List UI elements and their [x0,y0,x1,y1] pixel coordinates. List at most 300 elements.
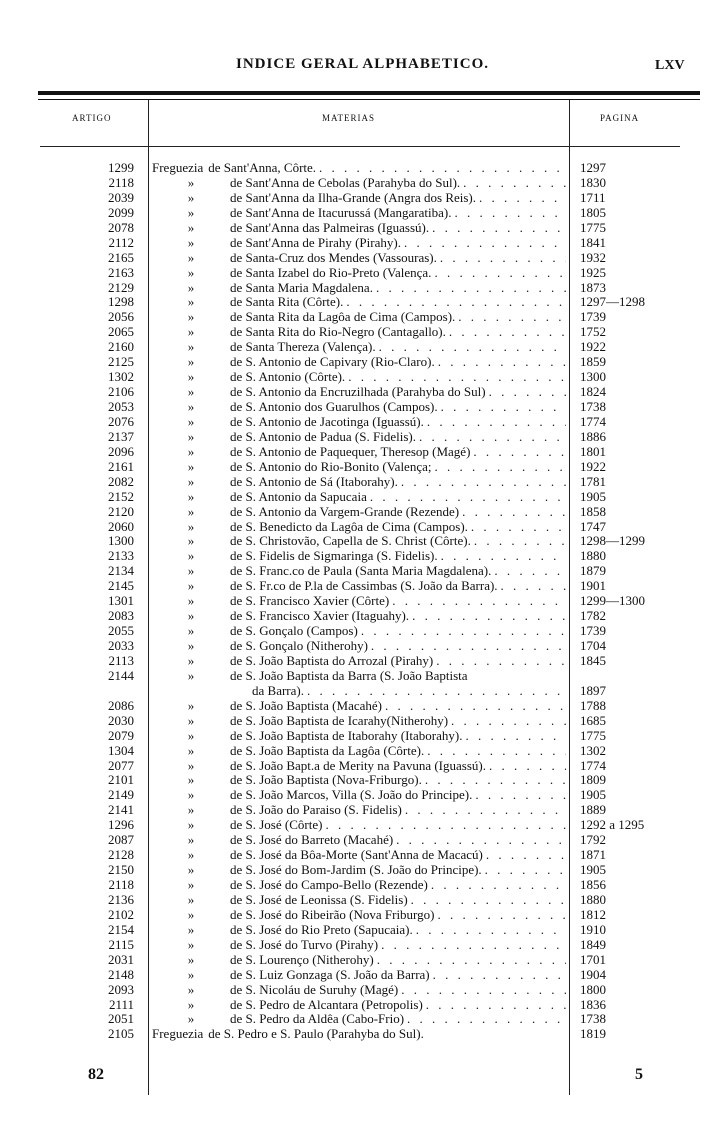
entry-text: de S. João Baptista de Icarahy(Nitherohy) [230,712,449,728]
dot-leader [471,668,566,683]
ditto-mark: » [187,623,195,639]
entry-materia [152,429,566,444]
dot-leader [486,847,566,862]
table-row [0,384,725,399]
article-number: 2031 [108,951,134,967]
ditto-mark: » [187,249,195,265]
ditto-mark: » [187,548,195,564]
page-number: 1824 [580,384,606,400]
dot-leader [474,533,566,548]
entry-materia [152,698,566,713]
ditto-mark: » [187,936,195,952]
article-number: 2137 [108,428,134,444]
page-number: 1298—1299 [580,533,645,549]
entry-text: de S. João Baptista do Arrozal (Pirahy) [230,652,434,668]
entry-text: de Sant'Anna de Itacurussá (Mangaratiba). [230,204,452,220]
entry-text: de Santa Rita do Rio-Negro (Cantagallo). [230,324,446,340]
table-row [0,952,725,967]
article-number: 2113 [108,652,134,668]
article-number: 2077 [108,757,134,773]
page-number: 1800 [580,981,606,997]
table-row [0,548,725,563]
page-number: 1932 [580,249,606,265]
article-number: 2160 [108,339,134,355]
article-number: 2065 [108,324,134,340]
ditto-mark: » [187,189,195,205]
article-number: 2039 [108,189,134,205]
ditto-mark: » [187,473,195,489]
ditto-mark: » [187,294,195,310]
page-number: 1704 [580,638,606,653]
table-row [0,339,725,354]
table-row [0,190,725,205]
ditto-mark: » [187,1011,195,1027]
table-row [0,967,725,982]
dot-leader [361,623,566,638]
table-row [0,668,725,683]
dot-leader [433,967,566,982]
ditto-mark: » [187,174,195,190]
article-number: 2105 [108,1026,134,1042]
table-row [0,175,725,190]
ditto-mark: » [187,742,195,758]
ditto-mark: » [187,458,195,474]
page-number: 1739 [580,309,606,325]
ditto-mark: » [187,772,195,788]
entry-text: de S. João Baptista de Itaborahy (Itaborahy). [230,727,463,743]
dot-leader [325,817,566,832]
table-row [0,817,725,832]
article-number: 2033 [108,638,134,653]
article-number: 2086 [108,697,134,713]
table-row [0,160,725,175]
table-row [0,429,725,444]
dot-leader [434,265,566,280]
entry-text: de S. Pedro e S. Paulo (Parahyba do Sul). [208,1026,424,1042]
article-number: 2111 [108,996,134,1012]
entry-text: de S. Pedro de Alcantara (Petropolis) [230,996,423,1012]
entry-materia [152,384,566,399]
article-number: 2165 [108,249,134,265]
entry-materia [152,1026,566,1041]
table-row [0,578,725,593]
page-number: 1805 [580,204,606,220]
dot-leader [463,175,566,190]
entry-text: de Santa Izabel do Rio-Preto (Valença. [230,264,432,280]
entry-text: de S. José do Ribeirão (Nova Friburgo) [230,906,435,922]
table-row [0,324,725,339]
entry-materia [152,608,566,623]
dot-leader [416,922,566,937]
entry-materia [152,519,566,534]
ditto-mark: » [187,264,195,280]
dot-leader [431,877,566,892]
entry-text: de S. João Baptista da Lagôa (Côrte). [230,742,425,758]
table-row [0,235,725,250]
column-header-artigo: ARTIGO [72,113,112,123]
entry-materia [152,190,566,205]
entry-text: de S. João Baptista (Macahé) [230,697,382,713]
entry-text: de S. Lourenço (Nitherohy) [230,951,374,967]
page-number: 1897 [580,682,606,698]
article-number: 2030 [108,712,134,728]
table-row [0,205,725,220]
dot-leader [411,892,566,907]
ditto-mark: » [187,578,195,594]
article-number: 2087 [108,832,134,848]
table-row [0,997,725,1012]
dot-leader [396,832,566,847]
page-number: 1792 [580,832,606,848]
page-title: INDICE GERAL ALPHABETICO. [236,56,489,72]
entry-materia [152,802,566,817]
dot-leader [392,593,566,608]
article-number: 2096 [108,443,134,459]
ditto-mark: » [187,399,195,414]
ditto-mark: » [187,204,195,220]
dot-leader [434,459,566,474]
ditto-mark: » [187,802,195,818]
ditto-mark: » [187,369,195,385]
entry-materia [152,489,566,504]
article-number: 2163 [108,264,134,280]
page-number: 1879 [580,563,606,579]
ditto-mark: » [187,279,195,295]
table-row [0,504,725,519]
dot-leader [436,653,566,668]
ditto-mark: » [187,847,195,863]
dot-leader [376,280,566,295]
page-number: 1849 [580,936,606,952]
article-number: 2102 [108,906,134,922]
page-number: 1922 [580,458,606,474]
header-rule-thin [38,99,700,100]
page-number: 1299—1300 [580,593,645,609]
page-number: 1738 [580,1011,606,1027]
entry-text: de S. Antonio dos Guarulhos (Campos). [230,399,438,414]
entry-materia [152,309,566,324]
entry-text: de S. João Baptista (Nova-Friburgo). [230,772,422,788]
dot-leader [485,862,566,877]
entry-prefix: Freguezia [152,160,204,175]
ditto-mark: » [187,219,195,235]
page-number: 1297—1298 [580,294,645,310]
page-number: 1910 [580,921,606,937]
ditto-mark: » [187,697,195,713]
entry-materia [152,354,566,369]
entry-materia [152,937,566,952]
entry-text: de S. Antonio de Sá (Itaborahy). [230,473,398,489]
entry-materia [152,175,566,190]
article-number: 2149 [108,787,134,803]
article-number: 2128 [108,847,134,863]
entry-materia [152,728,566,743]
entry-text: de S. Antonio (Côrte). [230,369,346,385]
entry-prefix: Freguezia [152,1026,204,1042]
ditto-mark: » [187,877,195,892]
table-row [0,743,725,758]
entry-text: de Santa Maria Magdalena. [230,279,373,295]
dot-leader [475,787,566,802]
table-row [0,459,725,474]
dot-leader [437,907,566,922]
entry-text: de S. Antonio da Sapucaia [230,488,367,504]
entry-materia [152,623,566,638]
ditto-mark: » [187,234,195,250]
ditto-mark: » [187,638,195,653]
table-row [0,354,725,369]
entry-text: de S. Gonçalo (Campos) [230,623,358,639]
footer-signature-left: 82 [88,1066,104,1083]
page-number: 1880 [580,548,606,564]
entry-text: de S. José do Rio Preto (Sapucaia). [230,921,413,937]
ditto-mark: » [187,921,195,937]
page-number: 1300 [580,369,606,385]
dot-leader [440,250,566,265]
entry-materia [152,967,566,982]
table-row [0,623,725,638]
table-row [0,713,725,728]
dot-leader [462,504,566,519]
table-row [0,220,725,235]
entry-text: de Sant'Anna, Côrte. [208,160,317,175]
article-number: 2129 [108,279,134,295]
entry-text: de S. Nicoláu de Suruhy (Magé) [230,981,399,997]
ditto-mark: » [187,533,195,549]
article-number: 2112 [108,234,134,250]
dot-leader [441,399,566,414]
table-row [0,937,725,952]
entry-text: de S. Antonio de Paquequer, Theresop (Magé) [230,443,471,459]
entry-materia [152,653,566,668]
article-number: 2152 [108,488,134,504]
entry-text: de S. João do Paraiso (S. Fidelis) [230,802,402,818]
dot-leader [427,743,566,758]
entry-materia [152,280,566,295]
article-number: 1299 [108,160,134,175]
page-number: 1925 [580,264,606,280]
dot-leader [458,309,566,324]
article-number: 2120 [108,503,134,519]
table-row [0,922,725,937]
page-number: 1774 [580,413,606,429]
table-row [0,832,725,847]
entry-text: de S. Antonio de Jacotinga (Iguassú). [230,413,424,429]
table-row [0,1026,725,1041]
article-number: 2078 [108,219,134,235]
entry-text: de S. Luiz Gonzaga (S. João da Barra) [230,966,430,982]
article-number: 2125 [108,354,134,370]
article-number: 2161 [108,458,134,474]
page-number: 1889 [580,802,606,818]
table-row [0,474,725,489]
article-number: 2083 [108,608,134,624]
entry-text: de S. Franc.co de Paula (Santa Maria Magdalena). [230,563,492,579]
entry-materia [152,474,566,489]
entry-text: de S. João Bapt.a de Merity na Pavuna (Iguassú). [230,757,486,773]
table-row [0,862,725,877]
entry-text: de S. José do Campo-Bello (Rezende) [230,877,428,892]
article-number: 1300 [108,533,134,549]
entry-text: de Santa-Cruz dos Mendes (Vassouras). [230,249,437,265]
entry-materia [152,743,566,758]
entry-text: de S. Francisco Xavier (Itaguahy). [230,608,410,624]
dot-leader [438,354,566,369]
entry-materia [152,638,566,653]
entry-materia [152,787,566,802]
entry-text: de S. Gonçalo (Nitherohy) [230,638,368,653]
article-number: 2150 [108,862,134,878]
entry-materia [152,160,566,175]
entry-materia [152,952,566,967]
article-number: 2144 [108,667,134,683]
page-number: 1841 [580,234,606,250]
dot-leader [319,160,566,175]
ditto-mark: » [187,309,195,325]
entry-text: de S. Antonio de Padua (S. Fidelis). [230,428,416,444]
entry-text: de S. Francisco Xavier (Côrte) [230,593,390,609]
page-number: 1809 [580,772,606,788]
ditto-mark: » [187,443,195,459]
dot-leader [465,728,566,743]
article-number: 2106 [108,384,134,400]
entry-text: de Sant'Anna de Pirahy (Pirahy). [230,234,401,250]
ditto-mark: » [187,593,195,609]
dot-leader [370,489,566,504]
page-number: 1886 [580,428,606,444]
ditto-mark: » [187,488,195,504]
entry-materia [152,907,566,922]
entry-materia [152,832,566,847]
article-number: 2136 [108,891,134,907]
page-number: 1801 [580,443,606,459]
table-row [0,489,725,504]
table-row [0,653,725,668]
table-row [0,519,725,534]
page-number: 1747 [580,518,606,534]
ditto-mark: » [187,966,195,982]
page-number: 1775 [580,727,606,743]
index-table [0,160,725,1041]
ditto-mark: » [187,324,195,340]
entry-text: de Santa Rita da Lagôa de Cima (Campos). [230,309,456,325]
dot-leader [404,235,566,250]
entry-materia [152,593,566,608]
dot-leader [381,937,566,952]
entry-materia [152,817,566,832]
entry-materia [152,563,566,578]
dot-leader [346,294,566,309]
article-number: 1302 [108,369,134,385]
article-number: 2148 [108,966,134,982]
table-row [0,638,725,653]
ditto-mark: » [187,727,195,743]
entry-text: de S. José do Barreto (Macahé) [230,832,394,848]
dot-leader [449,324,566,339]
entry-materia [152,205,566,220]
table-row [0,309,725,324]
table-row [0,414,725,429]
article-number: 2101 [108,772,134,788]
article-number: 2133 [108,548,134,564]
entry-text: de Santa Thereza (Valença). [230,339,376,355]
table-row [0,444,725,459]
ditto-mark: » [187,996,195,1012]
ditto-mark: » [187,817,195,833]
entry-materia [152,982,566,997]
dot-leader [473,444,566,459]
table-row [0,369,725,384]
ditto-mark: » [187,862,195,878]
article-number: 2053 [108,399,134,414]
ditto-mark: » [187,339,195,355]
entry-text: de S. Fidelis de Sigmaringa (S. Fidelis). [230,548,438,564]
article-number: 2082 [108,473,134,489]
table-row [0,533,725,548]
column-header-pagina: PAGINA [600,113,640,123]
table-row [0,772,725,787]
table-row [0,877,725,892]
table-row [0,294,725,309]
dot-leader [427,1026,566,1041]
page-number: 1711 [580,189,606,205]
article-number: 1296 [108,817,134,833]
table-row [0,593,725,608]
dot-leader [427,414,566,429]
entry-materia [152,399,566,414]
article-number: 2099 [108,204,134,220]
article-number: 2118 [108,877,134,892]
entry-text: de S. Fr.co de P.la de Cassimbas (S. João da Barra). [230,578,498,594]
ditto-mark: » [187,832,195,848]
dot-leader [412,608,566,623]
entry-materia [152,235,566,250]
entry-materia [152,877,566,892]
ditto-mark: » [187,503,195,519]
page-roman-numeral: LXV [655,58,685,73]
entry-text: de S. José (Côrte) [230,817,323,833]
column-header-rule [40,146,680,147]
table-row [0,563,725,578]
page-number: 1922 [580,339,606,355]
entry-materia [152,862,566,877]
entry-text: de S. João Baptista da Barra (S. João Baptista [230,667,468,683]
page-number: 1859 [580,354,606,370]
article-number: 2076 [108,413,134,429]
table-row [0,698,725,713]
article-number: 1304 [108,742,134,758]
page-number: 1302 [580,742,606,758]
page-number: 1297 [580,160,606,175]
entry-materia [152,892,566,907]
article-number: 1298 [108,294,134,310]
ditto-mark: » [187,712,195,728]
table-row [0,280,725,295]
page-number: 1788 [580,697,606,713]
table-row [0,802,725,817]
table-row [0,683,725,698]
table-row [0,758,725,773]
dot-leader [451,713,566,728]
ditto-mark: » [187,906,195,922]
dot-leader [407,1011,566,1026]
page-number: 1880 [580,891,606,907]
page-number: 1819 [580,1026,606,1042]
table-row [0,907,725,922]
page-number: 1830 [580,174,606,190]
page-number: 1739 [580,623,606,639]
page-number: 1845 [580,652,606,668]
